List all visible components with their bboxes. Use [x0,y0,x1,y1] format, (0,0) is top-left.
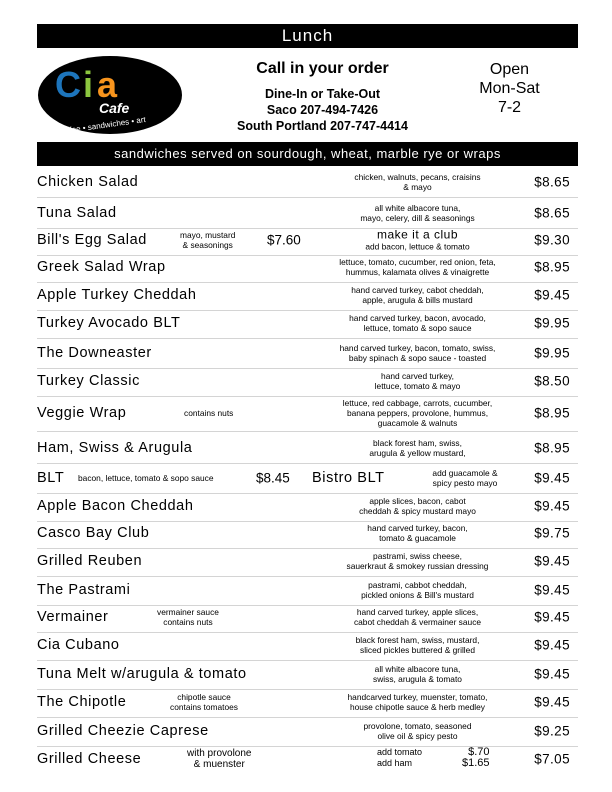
item-price: $9.45 [534,637,570,652]
hours-days: Mon-Sat [479,80,540,97]
menu-item [37,365,578,397]
item-side-note: with provolone & muenster [187,748,252,770]
item-price: $8.65 [534,205,570,220]
club-upgrade: make it a club [376,227,459,241]
item-side-note: mayo, mustard & seasonings [180,229,236,250]
hours-time: 7-2 [497,99,522,116]
bread-banner [37,142,578,166]
item-price: $9.30 [534,232,570,247]
item-price: $9.45 [534,470,570,485]
menu-item [37,394,578,432]
item-name: Apple Bacon Cheddah [37,497,194,514]
item-description: all white albacore tuna, swiss, arugula & tomato [373,663,462,684]
call-heading: Call in your order [256,60,389,77]
item-name: BLT [37,469,65,486]
menu-item [37,744,578,774]
item-side-price: $8.45 [256,470,290,485]
add-tomato: add tomato [377,747,423,757]
add-ham: add ham [377,758,413,768]
svg-text:Cafe: Cafe [99,100,130,116]
item-side-note: chipotle sauce contains tomatoes [170,691,238,712]
item-name: Vermainer [37,608,109,625]
svg-text:i: i [83,64,94,105]
menu-item [37,715,578,747]
item-name: Turkey Classic [37,372,140,389]
add-ons [377,747,422,769]
item-name: Greek Salad Wrap [37,258,166,275]
item-name-bistro: Bistro BLT [312,469,385,486]
svg-text:coffee • sandwiches • art: coffee • sandwiches • art [58,115,147,135]
item-price: $8.95 [534,405,570,420]
item-description: handcarved turkey, muenster, tomato, house chipotle sauce & herb medley [347,691,488,712]
item-description: apple slices, bacon, cabot cheddah & spicy mustard mayo [359,495,476,516]
item-price: $8.95 [534,440,570,455]
item-description: all white albacore tuna, mayo, celery, dill & seasonings [360,202,475,223]
cia-cafe-logo [37,55,183,135]
item-description: black forest ham, swiss, mustard, sliced pickles buttered & grilled [355,634,480,655]
item-name: Turkey Avocado BLT [37,314,181,331]
item-name: Casco Bay Club [37,524,150,541]
item-description: hand carved turkey, cabot cheddah, apple, arugula & bills mustard [351,284,484,305]
item-description: black forest ham, swiss, arugula & yellow mustard, [369,437,466,458]
item-description: lettuce, red cabbage, carrots, cucumber, banana peppers, provolone, hummus, guacamole & walnuts [342,397,493,428]
item-name: Grilled Reuben [37,552,143,569]
menu-item [37,629,578,661]
add-tomato-price: $.70 [468,746,490,758]
menu-item [37,307,578,339]
item-description: hand carved turkey, bacon, tomato, swiss, baby spinach & sopo sauce - toasted [339,342,496,363]
item-description: hand carved turkey, bacon, avocado, lettuce, tomato & sopo sauce [349,312,486,333]
item-description: pastrami, swiss cheese, sauerkraut & smokey russian dressing [346,550,489,571]
menu-item [37,432,578,464]
saco-phone: Saco 207-494-7426 [266,103,379,117]
item-price: $9.45 [534,498,570,513]
item-price: $8.65 [534,174,570,189]
item-price: $9.25 [534,723,570,738]
item-name: Grilled Cheezie Caprese [37,722,209,739]
item-name: Tuna Salad [37,204,117,221]
item-side-note: vermainer sauce contains nuts [157,606,219,627]
item-price: $9.45 [534,287,570,302]
add-on-prices [462,747,490,769]
menu-item [37,166,578,198]
item-price: $9.45 [534,666,570,681]
item-description: hand carved turkey, lettuce, tomato & mayo [374,370,461,391]
item-description: make it a club add bacon, lettuce & tomato [325,228,510,251]
item-name: The Downeaster [37,344,152,361]
menu-item [37,545,578,577]
item-name: The Pastrami [37,581,131,598]
item-description: lettuce, tomato, cucumber, red onion, feta, hummus, kalamata olives & vinaigrette [339,256,496,277]
item-description: add guacamole & spicy pesto mayo [432,467,498,488]
south-portland-phone: South Portland 207-747-4414 [237,119,408,133]
item-name: Tuna Melt w/arugula & tomato [37,665,247,682]
item-price: $8.50 [534,373,570,388]
menu-item [37,686,578,718]
item-name: Veggie Wrap [37,404,127,421]
item-name: Chicken Salad [37,173,139,190]
item-price: $9.45 [534,694,570,709]
item-name: Ham, Swiss & Arugula [37,439,193,456]
svg-text:a: a [97,64,118,105]
item-side-note: contains nuts [184,407,234,418]
item-side-price: $7.60 [267,232,301,247]
item-name: The Chipotle [37,693,127,710]
svg-text:C: C [55,64,81,105]
item-price: $9.45 [534,609,570,624]
item-name: Apple Turkey Cheddah [37,286,197,303]
item-price: $9.45 [534,582,570,597]
item-name: Bill's Egg Salad [37,231,147,248]
hours-open: Open [489,61,530,78]
add-ham-price: $1.65 [462,757,490,769]
item-name: Grilled Cheese [37,751,142,767]
item-description: pastrami, cabbot cheddah, pickled onions & Bill's mustard [361,579,474,600]
item-description: hand carved turkey, bacon, tomato & guacamole [367,522,468,543]
item-description: hand carved turkey, apple slices, cabot cheddah & vermainer sauce [353,606,482,627]
item-price: $7.05 [534,751,570,767]
item-description: chicken, walnuts, pecans, craisins & mayo [354,171,481,192]
bread-banner-text: sandwiches served on sourdough, wheat, marble rye or wraps [114,146,501,161]
menu-title: Lunch [281,26,334,45]
menu-title-bar [37,24,578,48]
item-price: $8.95 [534,259,570,274]
item-price: $9.75 [534,525,570,540]
dine-in-line: Dine-In or Take-Out [264,87,381,101]
item-price: $9.45 [534,553,570,568]
item-side-note: bacon, lettuce, tomato & sopo sauce [78,472,214,483]
item-name: Cia Cubano [37,636,120,653]
item-price: $9.95 [534,315,570,330]
item-description: provolone, tomato, seasoned olive oil & spicy pesto [363,720,472,741]
hours [462,60,557,117]
item-price: $9.95 [534,345,570,360]
call-info [200,60,445,134]
